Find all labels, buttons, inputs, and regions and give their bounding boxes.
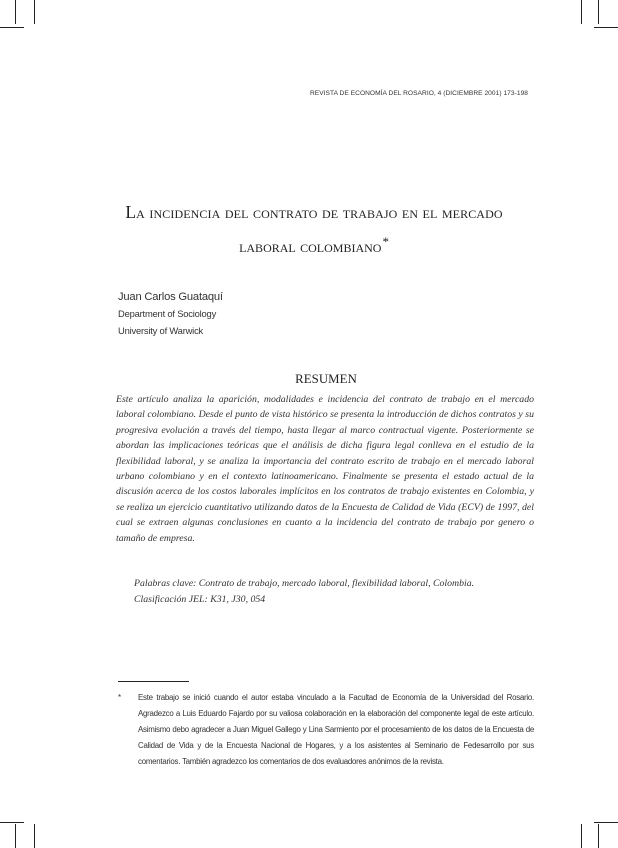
article-title bbox=[100, 200, 528, 258]
abstract-text: Este artículo analiza la aparición, modalidades e incidencia del contrato de trabajo en el mercado laboral colombiano. Desde el punto de vista histórico se presenta la introducción de dichos contratos y su progresiva evolución a través del tiempo, hasta llegar al marco contractual vigente. Posteriormente se abordan las implicaciones teóricas que el análisis de dicha figura legal conlleva en el estudio de la flexibilidad laboral, y se analiza la importancia del contrato escrito de trabajo en el mercado laboral urbano colombiano y en el contexto latinoamericano. Finalmente se presenta el estado actual de la discusión acerca de los costos laborales implícitos en los contratos de trabajo existentes en Colombia, y se realiza un ejercicio cuantitativo utilizando datos de la Encuesta de Calidad de Vida (ECV) de 1997, del cual se extraen algunas conclusiones en cuanto a la incidencia del contrato de trabajo por genero o tamaño de empresa. bbox=[116, 394, 534, 544]
crop-mark-bottom-left-horizontal bbox=[0, 822, 24, 823]
title-line-2-text: laboral colombiano bbox=[239, 236, 382, 256]
crop-mark-bottom-left-vertical-inner bbox=[34, 824, 35, 848]
crop-mark-top-left-vertical-inner bbox=[34, 0, 35, 24]
footnote bbox=[118, 690, 534, 770]
crop-mark-top-right-vertical-inner bbox=[581, 0, 582, 24]
author-name: Juan Carlos Guataquí bbox=[118, 291, 223, 303]
keywords-line: Palabras clave: Contrato de trabajo, mercado laboral, flexibilidad laboral, Colombia. bbox=[134, 578, 475, 589]
title-line-1: La incidencia del contrato de trabajo en el mercado bbox=[125, 202, 503, 222]
title-footnote-mark[interactable]: * bbox=[382, 234, 389, 249]
abstract-heading: RESUMEN bbox=[295, 372, 357, 386]
crop-mark-top-left-horizontal bbox=[0, 27, 24, 28]
author-department: Department of Sociology bbox=[118, 308, 217, 319]
author-university: University of Warwick bbox=[118, 325, 204, 336]
crop-mark-bottom-right-vertical bbox=[598, 824, 599, 848]
keywords-block bbox=[134, 576, 534, 608]
title-line-2 bbox=[100, 230, 528, 258]
crop-mark-top-right-vertical bbox=[598, 0, 599, 24]
footnote-divider bbox=[118, 681, 189, 682]
crop-mark-top-left-vertical bbox=[15, 0, 16, 24]
footnote-mark: * bbox=[118, 693, 121, 702]
running-head: REVISTA DE ECONOMÍA DEL ROSARIO, 4 (DICIEMBRE 2001) 173-198 bbox=[309, 90, 528, 97]
crop-mark-bottom-right-vertical-inner bbox=[581, 824, 582, 848]
crop-mark-bottom-right-horizontal bbox=[594, 822, 618, 823]
crop-mark-bottom-left-vertical bbox=[15, 824, 16, 848]
footnote-text: Este trabajo se inició cuando el autor estaba vinculado a la Facultad de Economía de la Universidad del Rosario. Agradezco a Luis Eduardo Fajardo por su valiosa colaboración en la elaboración del componente legal de este artículo. Asimismo debo agradecer a Juan Miguel Gallego y Lina Sarmiento por el procesamiento de los datos de la Encuesta de Calidad de Vida y de la Encuesta Nacional de Hogares, y a los asistentes al Seminario de Fedesarrollo por sus comentarios. También agradezco los comentarios de dos evaluadores anónimos de la revista. bbox=[138, 693, 534, 766]
jel-classification-line: Clasificación JEL: K31, J30, 054 bbox=[134, 594, 266, 605]
crop-mark-top-right-horizontal bbox=[594, 27, 618, 28]
